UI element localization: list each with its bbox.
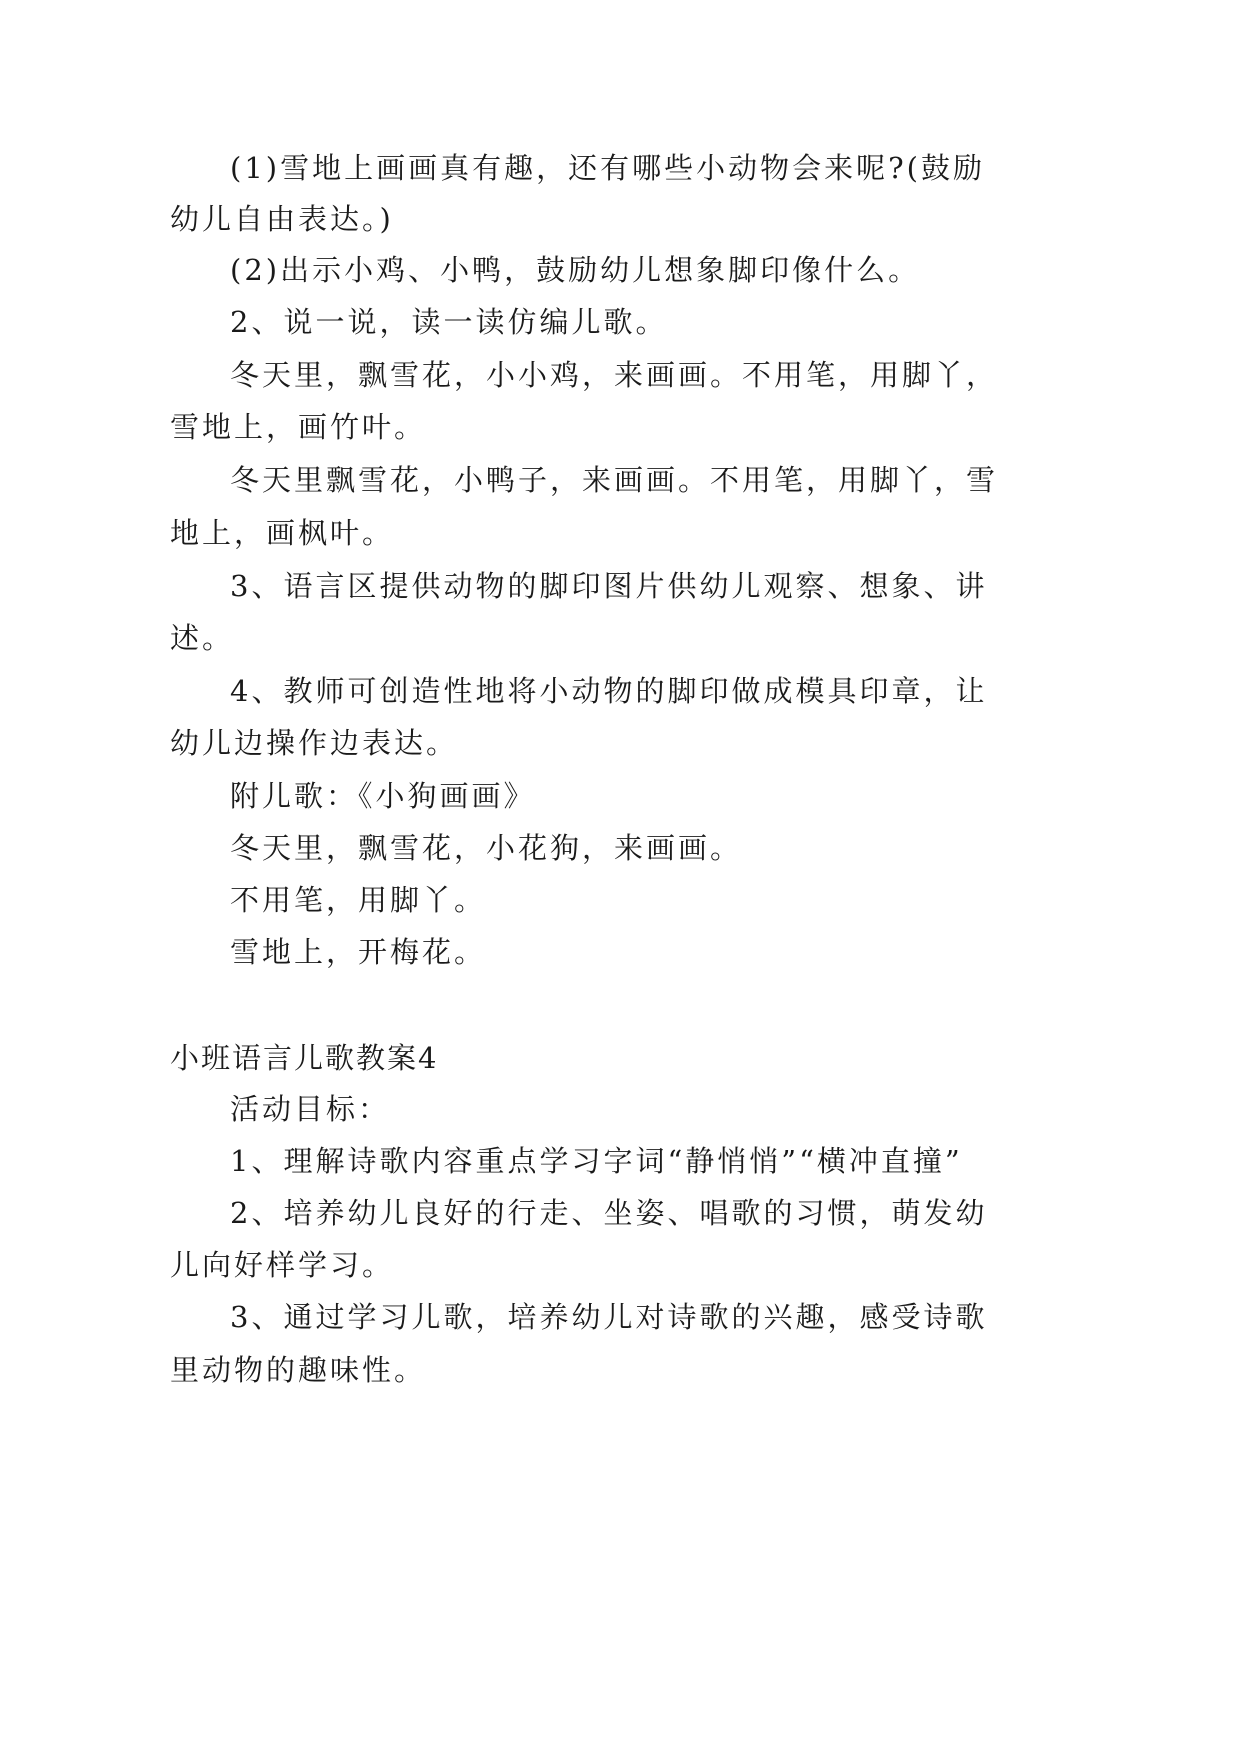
paragraph-line: 述。 <box>170 621 235 655</box>
paragraph-line: 1、理解诗歌内容重点学习字词“静悄悄”“横冲直撞” <box>230 1144 963 1178</box>
paragraph-line: 地上，画枫叶。 <box>170 516 395 550</box>
paragraph-line: 3、通过学习儿歌，培养幼儿对诗歌的兴趣，感受诗歌 <box>230 1300 988 1334</box>
paragraph-line: 4、教师可创造性地将小动物的脚印做成模具印章，让 <box>230 674 988 708</box>
paragraph-line: 活动目标： <box>230 1092 391 1126</box>
paragraph-line: 雪地上，开梅花。 <box>230 935 487 969</box>
paragraph-line: 3、语言区提供动物的脚印图片供幼儿观察、想象、讲 <box>230 569 988 603</box>
paragraph-line: 儿向好样学习。 <box>170 1248 395 1282</box>
paragraph-line: 2、培养幼儿良好的行走、坐姿、唱歌的习惯，萌发幼 <box>230 1196 988 1230</box>
paragraph-line: (1)雪地上画画真有趣，还有哪些小动物会来呢?(鼓励 <box>230 151 985 185</box>
paragraph-line: 冬天里，飘雪花，小花狗，来画画。 <box>230 831 743 865</box>
paragraph-line: (2)出示小鸡、小鸭，鼓励幼儿想象脚印像什么。 <box>230 253 921 287</box>
paragraph-line: 幼儿边操作边表达。 <box>170 726 459 760</box>
paragraph-line: 里动物的趣味性。 <box>170 1353 427 1387</box>
paragraph-line: 幼儿自由表达。) <box>170 202 394 236</box>
paragraph-line: 不用笔，用脚丫。 <box>230 883 487 917</box>
section-heading: 小班语言儿歌教案4 <box>170 1041 439 1075</box>
paragraph-line: 冬天里飘雪花，小鸭子，来画画。不用笔，用脚丫，雪 <box>230 463 999 497</box>
paragraph-line: 附儿歌：《小狗画画》 <box>230 779 536 813</box>
paragraph-line: 2、说一说，读一读仿编儿歌。 <box>230 305 668 339</box>
paragraph-line: 冬天里，飘雪花，小小鸡，来画画。不用笔，用脚丫， <box>230 358 999 392</box>
paragraph-line: 雪地上，画竹叶。 <box>170 410 427 444</box>
